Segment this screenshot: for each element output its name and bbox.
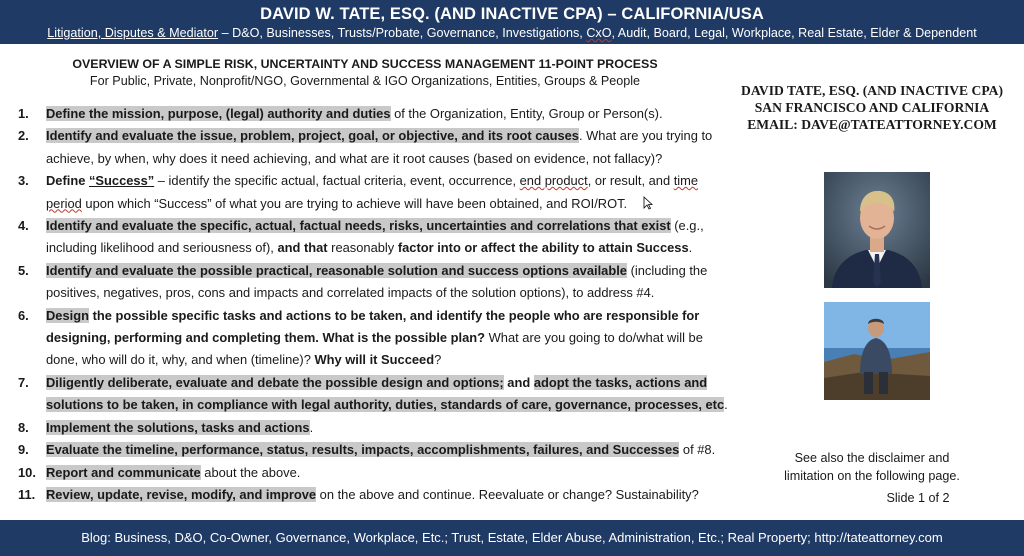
header-sub-cxo: CxO [586, 26, 612, 40]
item-bold: factor into or affect the ability to attain Success [397, 240, 689, 256]
header-banner [0, 0, 1024, 44]
list-item-11 [18, 484, 730, 506]
contact-location: SAN FRANCISCO AND CALIFORNIA [754, 100, 990, 115]
item-highlight: Define the mission, purpose, (legal) authority and duties [46, 106, 391, 121]
overview-heading [20, 56, 710, 90]
header-sub-pre: – D&O, Businesses, Trusts/Probate, Governance, Investigations, [218, 26, 587, 40]
list-item-5 [18, 260, 730, 305]
item-number: 1. [18, 106, 29, 121]
disclaimer-note [740, 449, 1004, 485]
item-bold: and [503, 374, 534, 390]
item-bold-underline: “Success” [88, 173, 155, 189]
item-text: . [724, 397, 728, 413]
item-highlight: Identify and evaluate the specific, actual, factual needs, risks, uncertainties and correlations that exist [46, 218, 671, 234]
item-number: 10. [18, 464, 36, 480]
item-highlight: Identify and evaluate the issue, problem, project, goal, or objective, and its root causes [46, 128, 579, 144]
header-sub-post: , Audit, Board, Legal, Workplace, Real Estate, Elder & Dependent [611, 26, 977, 40]
overview-subtitle: For Public, Private, Nonprofit/NGO, Governmental & IGO Organizations, Entities, Groups & People [89, 74, 641, 88]
list-item-1 [18, 103, 730, 125]
outdoor-photo [824, 302, 930, 400]
item-highlight: Identify and evaluate the possible practical, reasonable solution and success options available [46, 262, 627, 278]
list-item-4 [18, 215, 730, 260]
item-number: 7. [18, 374, 29, 390]
contact-email[interactable]: EMAIL: DAVE@TATEATTORNEY.COM [747, 117, 997, 132]
item-text: – identify the specific actual, factual criteria, event, occurrence, [154, 173, 520, 189]
item-bold: the possible specific tasks and actions to be taken, and identify the people who are responsible for designing, performing and completing them. What is the possible plan? [46, 307, 700, 346]
item-text: . [309, 419, 314, 435]
note-line-1: See also the disclaimer and [794, 451, 950, 465]
item-number: 6. [18, 307, 29, 323]
item-number: 5. [18, 262, 29, 278]
item-number: 9. [18, 442, 29, 458]
item-text: ROI [571, 195, 595, 211]
item-text: on the above and continue. Reevaluate or change? Sustainability? [316, 486, 699, 502]
item-highlight: Implement the solutions, tasks and actions [46, 419, 310, 435]
item-squiggle: time period [46, 173, 699, 211]
item-highlight: Review, update, revise, modify, and improve [46, 486, 317, 502]
list-item-10 [18, 462, 730, 484]
header-title: DAVID W. TATE, ESQ. (AND INACTIVE CPA) – CALIFORNIA/USA [260, 5, 764, 23]
item-text: (e.g., including likelihood and seriousness of), [46, 218, 704, 256]
contact-name: DAVID TATE, ESQ. (AND INACTIVE CPA) [741, 83, 1003, 98]
slide-number: Slide 1 of 2 [886, 491, 950, 505]
process-list [18, 103, 730, 506]
item-text: of the Organization, Entity, Group or Person(s). [390, 106, 663, 121]
item-number: 4. [18, 218, 29, 234]
list-item-7 [18, 372, 730, 417]
list-item-3 [18, 170, 730, 215]
list-item-9 [18, 439, 730, 461]
footer-text[interactable]: Blog: Business, D&O, Co-Owner, Governance, Workplace, Etc.; Trust, Estate, Elder Abuse, Administration, Etc.; Real Property; http://tateattorney.com [81, 530, 943, 545]
header-practice-link[interactable]: Litigation, Disputes & Mediator [47, 26, 219, 40]
contact-block [730, 82, 1014, 133]
list-item-2 [18, 125, 730, 170]
note-line-2: limitation on the following page. [784, 469, 960, 483]
item-text: . What are you trying to achieve, by when, why does it need achieving, and what are it root causes (based on evidence, not fallacy)? [46, 128, 713, 166]
item-number: 2. [18, 128, 29, 144]
item-text: upon which “Success” of what you are trying to achieve will have been obtained, and [81, 195, 572, 211]
mouse-cursor-icon [643, 196, 653, 210]
item-number: 8. [18, 419, 29, 435]
item-highlight: adopt the tasks, actions and solutions to be taken, in compliance with legal authority, duties, standards of care, governance, processes, etc [46, 374, 725, 413]
item-text: of #8. [679, 442, 716, 458]
item-text: about the above. [200, 464, 301, 480]
header-subtitle [0, 25, 1024, 41]
item-number: 11. [18, 486, 36, 502]
item-squiggle: end product [519, 173, 588, 189]
item-text: What are you going to do/what will be done, who will do it, why, and when (timeline)? [46, 330, 703, 368]
item-bold: Define [46, 173, 89, 189]
item-highlight: Diligently deliberate, evaluate and debate the possible design and options; [46, 374, 504, 390]
list-item-8 [18, 417, 730, 439]
item-bold: and that [277, 240, 328, 256]
item-highlight: Report and communicate [46, 464, 201, 480]
footer-banner [0, 520, 1024, 556]
list-item-6 [18, 305, 730, 372]
item-text: , or result, and [587, 173, 674, 189]
item-text: (including the positives, negatives, pros, cons and impacts and correlated impacts of the solution options), to address #4. [46, 262, 708, 301]
item-bold: Why will it Succeed [314, 352, 435, 368]
overview-title: OVERVIEW OF A SIMPLE RISK, UNCERTAINTY AND SUCCESS MANAGEMENT 11-POINT PROCESS [72, 57, 658, 71]
portrait-photo [824, 172, 930, 288]
item-text: ? [434, 352, 442, 368]
item-text: reasonably [327, 240, 398, 256]
item-text: /ROT. [594, 195, 628, 211]
item-text: . [688, 240, 693, 256]
item-number: 3. [18, 173, 29, 189]
item-highlight: Evaluate the timeline, performance, status, results, impacts, accomplishments, failures, and Successes [46, 442, 680, 458]
item-highlight: Design [46, 307, 89, 323]
